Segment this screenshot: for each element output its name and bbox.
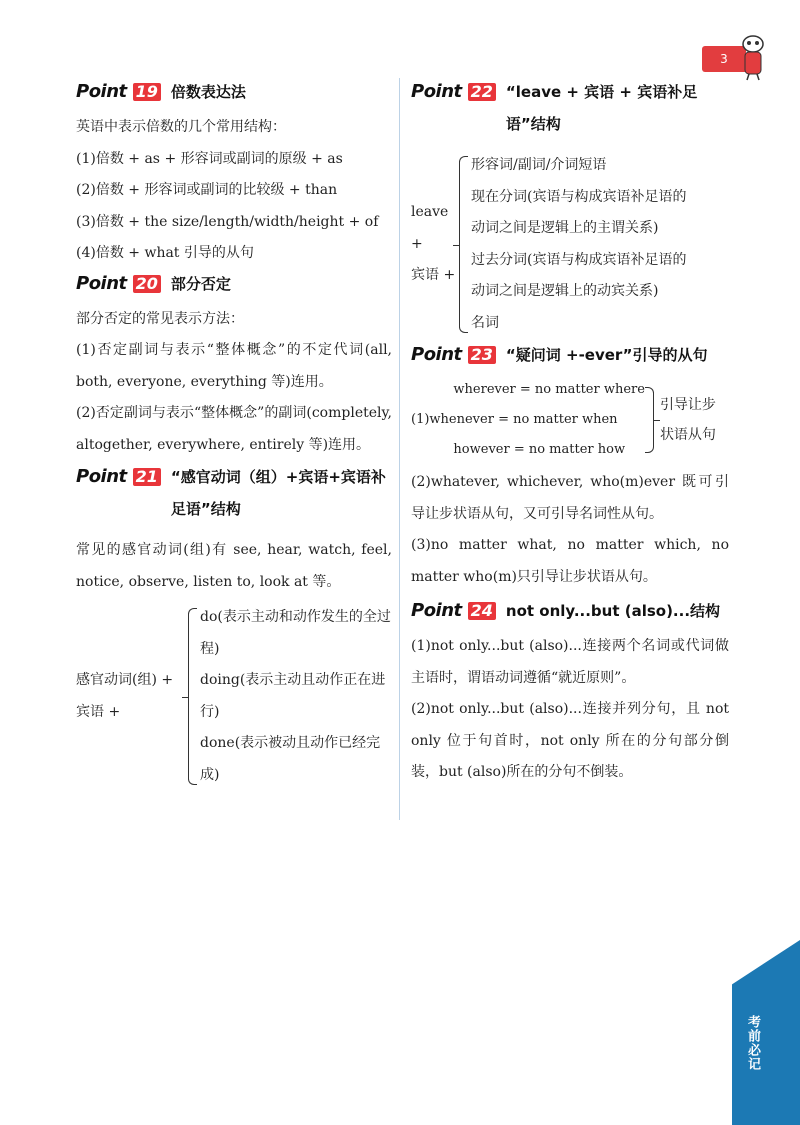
point-title: 部分否定 xyxy=(170,274,231,293)
bracket-item: 现在分词(宾语与构成宾语补足语的动词之间是逻辑上的主谓关系) xyxy=(471,188,687,236)
p23-lead: (1) xyxy=(411,412,430,427)
lead-text: 宾语 + xyxy=(411,267,456,284)
p20-intro: 部分否定的常见表示方法： xyxy=(76,310,244,327)
point-22-heading xyxy=(411,82,729,140)
point-number: 22 xyxy=(468,83,496,101)
brace xyxy=(188,608,197,785)
lead-text: leave + xyxy=(411,204,449,252)
p24-item: (1)not only...but (also)...连接两个名词或代词做主语时，谓语动词遵循“就近原则”。 xyxy=(411,638,729,686)
page-number: 3 xyxy=(702,46,746,72)
point-label: Point xyxy=(76,466,127,487)
bracket-items xyxy=(468,150,729,339)
bracket-lead xyxy=(411,150,459,339)
point-title: not only...but (also)...结构 xyxy=(505,602,721,620)
p19-line: (1)倍数 + as + 形容词或副词的原级 + as xyxy=(76,150,343,167)
p19-line: (4)倍数 + what 引导的从句 xyxy=(76,245,254,261)
lead-text: 感官动词(组) + xyxy=(76,672,174,688)
point-title: “感官动词（组）+宾语+宾语补足语”结构 xyxy=(170,468,386,518)
point-title: “疑问词 +-ever”引导的从句 xyxy=(505,346,708,364)
point-number: 23 xyxy=(468,346,496,364)
bracket-item: done(表示被动且动作已经完成) xyxy=(200,735,381,783)
p21-intro: 常见的感官动词(组)有 see, hear, watch, feel, notice, observe, listen to, look at 等。 xyxy=(76,542,392,590)
point-23-heading xyxy=(411,345,729,365)
p24-item: (2)not only...but (also)...连接并列分句，且 not only 位于句首时，not only 所在的分句部分倒装，but (also)所在的分句不倒装。 xyxy=(411,701,729,780)
point-label: Point xyxy=(411,344,462,365)
p23-list-item: however = no matter how xyxy=(453,442,626,457)
point-21-heading xyxy=(76,467,392,525)
brace xyxy=(459,156,468,333)
result-text: 状语从句 xyxy=(659,427,716,443)
point-label: Point xyxy=(411,600,462,621)
bracket-lead xyxy=(76,602,188,791)
point-title: 倍数表达法 xyxy=(170,83,246,101)
left-column xyxy=(76,80,392,791)
p23-list-item: wherever = no matter where xyxy=(453,382,645,397)
point-label: Point xyxy=(411,81,462,102)
point-title: “leave + 宾语 + 宾语补足语”结构 xyxy=(505,83,698,133)
p19-line: (3)倍数 + the size/length/width/height + of xyxy=(76,213,379,230)
bracket-item: 形容词/副词/介词短语 xyxy=(471,157,607,173)
p19-line: (2)倍数 + 形容词或副词的比较级 + than xyxy=(76,182,338,198)
bracket-items xyxy=(197,602,392,791)
p23-structure xyxy=(411,375,729,465)
point-number: 24 xyxy=(468,602,496,620)
result-text: 引导让步 xyxy=(659,397,716,413)
p22-structure xyxy=(411,150,729,339)
bracket-item: 过去分词(宾语与构成宾语补足语的动词之间是逻辑上的动宾关系) xyxy=(471,251,687,299)
point-20-heading xyxy=(76,274,392,294)
side-tab-label: 考前必记 xyxy=(745,1015,760,1071)
mascot-icon xyxy=(737,32,769,82)
p20-item: (1)否定副词与表示“整体概念”的不定代词(all, both, everyone, everything 等)连用。 xyxy=(76,342,392,390)
point-label: Point xyxy=(76,81,127,102)
point-number: 20 xyxy=(133,275,161,293)
point-19-heading xyxy=(76,82,392,102)
p23-result xyxy=(656,390,716,450)
point-number: 21 xyxy=(133,468,161,486)
point-number: 19 xyxy=(133,83,161,101)
p19-line: 英语中表示倍数的几个常用结构： xyxy=(76,119,286,135)
point-24-heading xyxy=(411,601,729,621)
right-column xyxy=(411,80,729,789)
lead-text: 宾语 + xyxy=(76,703,121,720)
p23-item: (3)no matter what, no matter which, no matter who(m)只引导让步状语从句。 xyxy=(411,537,729,585)
point-label: Point xyxy=(76,272,127,294)
p20-item: (2)否定副词与表示“整体概念”的副词(completely, altogether, everywhere, entirely 等)连用。 xyxy=(76,405,392,453)
p23-list xyxy=(429,375,645,465)
p21-structure xyxy=(76,602,392,791)
bracket-item: 名词 xyxy=(471,314,499,331)
column-divider xyxy=(399,78,400,820)
p23-list-item: whenever = no matter when xyxy=(429,412,618,427)
bracket-item: do(表示主动和动作发生的全过程) xyxy=(200,609,391,657)
bracket-item: doing(表示主动且动作正在进行) xyxy=(200,672,386,720)
brace xyxy=(645,387,654,453)
p23-item: (2)whatever, whichever, who(m)ever 既可引导让步状语从句，又可引导名词性从句。 xyxy=(411,474,729,522)
